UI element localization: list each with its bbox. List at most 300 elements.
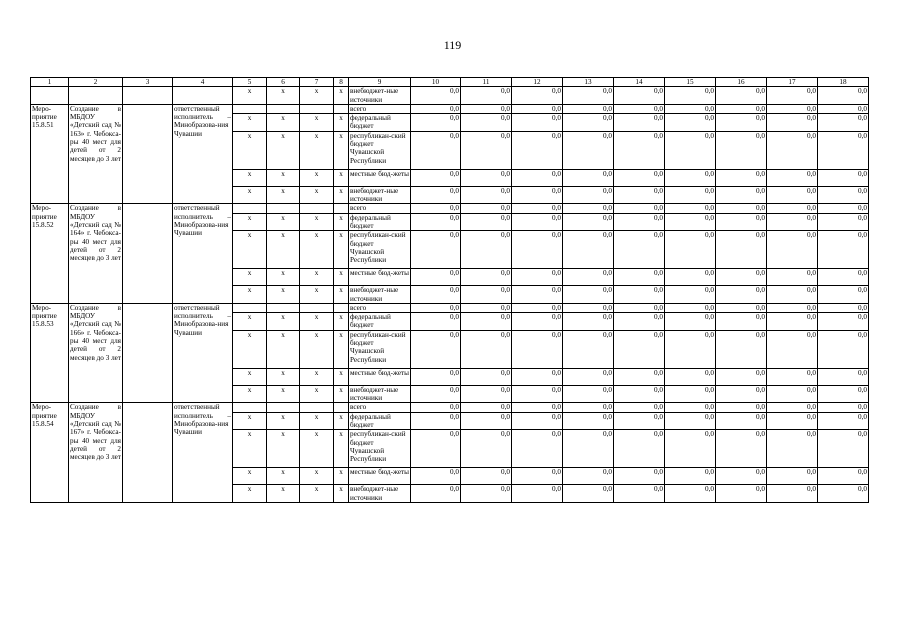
amount-cell: 0,0 [563,313,614,331]
amount-cell: 0,0 [461,186,512,204]
amount-cell: 0,0 [411,403,461,412]
marker-cell: х [267,114,300,132]
amount-cell: 0,0 [767,131,818,169]
amount-cell: 0,0 [563,186,614,204]
marker-cell: х [267,330,300,368]
marker-cell [267,204,300,213]
amount-cell: 0,0 [512,368,563,385]
funding-source: местные бюд-жеты [349,269,411,286]
header-cell-7: 7 [300,78,334,87]
amount-cell: 0,0 [512,131,563,169]
amount-cell: 0,0 [716,131,767,169]
amount-cell: 0,0 [461,303,512,312]
amount-cell: 0,0 [767,114,818,132]
empty-cell [123,87,173,105]
amount-cell: 0,0 [818,286,869,304]
executor: ответственный исполнитель – Минобразова-ния Чувашии [173,403,233,502]
marker-cell: х [233,430,267,468]
measure-id: Меро-приятие 15.8.54 [31,403,69,502]
amount-cell: 0,0 [614,330,665,368]
amount-cell: 0,0 [614,303,665,312]
marker-cell: х [334,131,349,169]
marker-cell: х [300,412,334,430]
amount-cell: 0,0 [512,87,563,105]
amount-cell: 0,0 [563,385,614,403]
marker-cell: х [300,313,334,331]
amount-cell: 0,0 [411,303,461,312]
amount-cell: 0,0 [563,430,614,468]
funding-source: всего [349,403,411,412]
funding-source: внебюджет-ные источники [349,286,411,304]
amount-cell: 0,0 [767,430,818,468]
amount-cell: 0,0 [563,169,614,186]
header-cell-14: 14 [614,78,665,87]
amount-cell: 0,0 [767,213,818,231]
amount-cell: 0,0 [461,286,512,304]
amount-cell: 0,0 [563,485,614,503]
header-cell-17: 17 [767,78,818,87]
amount-cell: 0,0 [411,468,461,485]
amount-cell: 0,0 [818,231,869,269]
header-cell-9: 9 [349,78,411,87]
amount-cell: 0,0 [665,286,716,304]
marker-cell: х [334,385,349,403]
amount-cell: 0,0 [665,87,716,105]
funding-source: федеральный бюджет [349,313,411,331]
amount-cell: 0,0 [767,330,818,368]
amount-cell: 0,0 [716,313,767,331]
amount-cell: 0,0 [563,303,614,312]
empty-cell [173,87,233,105]
amount-cell: 0,0 [716,286,767,304]
amount-cell: 0,0 [461,485,512,503]
marker-cell: х [267,269,300,286]
amount-cell: 0,0 [614,313,665,331]
funding-source: федеральный бюджет [349,412,411,430]
amount-cell: 0,0 [563,213,614,231]
amount-cell: 0,0 [818,368,869,385]
amount-cell: 0,0 [665,169,716,186]
marker-cell: х [233,269,267,286]
funding-source: внебюджет-ные источники [349,485,411,503]
measure-name: Создание в МБДОУ «Детский сад № 163» г. Чебокса-ры 40 мест для детей от 2 месяцев до 3 лет [69,104,123,203]
marker-cell: х [300,430,334,468]
amount-cell: 0,0 [716,330,767,368]
budget-table [30,77,869,503]
amount-cell: 0,0 [767,385,818,403]
amount-cell: 0,0 [614,403,665,412]
funding-source: местные бюд-жеты [349,169,411,186]
amount-cell: 0,0 [614,87,665,105]
amount-cell: 0,0 [767,485,818,503]
funding-source: республикан-ский бюджет Чувашской Республики [349,231,411,269]
amount-cell: 0,0 [767,468,818,485]
amount-cell: 0,0 [716,231,767,269]
amount-cell: 0,0 [716,368,767,385]
amount-cell: 0,0 [461,213,512,231]
amount-cell: 0,0 [411,368,461,385]
marker-cell: х [233,231,267,269]
amount-cell: 0,0 [563,131,614,169]
marker-cell: х [334,169,349,186]
amount-cell: 0,0 [461,231,512,269]
amount-cell: 0,0 [716,87,767,105]
amount-cell: 0,0 [411,286,461,304]
amount-cell: 0,0 [767,186,818,204]
amount-cell: 0,0 [665,231,716,269]
amount-cell: 0,0 [512,485,563,503]
header-cell-5: 5 [233,78,267,87]
amount-cell: 0,0 [665,204,716,213]
amount-cell: 0,0 [716,485,767,503]
amount-cell: 0,0 [818,269,869,286]
empty-cell [69,87,123,105]
amount-cell: 0,0 [512,303,563,312]
amount-cell: 0,0 [818,313,869,331]
executor: ответственный исполнитель – Минобразова-ния Чувашии [173,204,233,303]
amount-cell: 0,0 [818,468,869,485]
amount-cell: 0,0 [461,313,512,331]
amount-cell: 0,0 [411,412,461,430]
funding-source: внебюджет-ные источники [349,186,411,204]
amount-cell: 0,0 [411,213,461,231]
amount-cell: 0,0 [461,114,512,132]
marker-cell: х [233,213,267,231]
marker-cell: х [267,385,300,403]
funding-source: всего [349,104,411,113]
amount-cell: 0,0 [818,87,869,105]
amount-cell: 0,0 [767,303,818,312]
amount-cell: 0,0 [512,204,563,213]
header-cell-12: 12 [512,78,563,87]
marker-cell: х [267,468,300,485]
marker-cell [300,403,334,412]
marker-cell: х [300,213,334,231]
marker-cell: х [267,213,300,231]
marker-cell: х [233,485,267,503]
amount-cell: 0,0 [461,468,512,485]
amount-cell: 0,0 [512,330,563,368]
marker-cell: х [300,385,334,403]
funding-source: местные бюд-жеты [349,368,411,385]
marker-cell [233,204,267,213]
header-cell-1: 1 [31,78,69,87]
amount-cell: 0,0 [614,468,665,485]
marker-cell: х [233,186,267,204]
marker-cell [334,204,349,213]
header-cell-4: 4 [173,78,233,87]
amount-cell: 0,0 [563,412,614,430]
amount-cell: 0,0 [818,131,869,169]
marker-cell: х [233,368,267,385]
amount-cell: 0,0 [512,269,563,286]
funding-source: республикан-ский бюджет Чувашской Республики [349,131,411,169]
empty-cell [123,104,173,203]
amount-cell: 0,0 [411,385,461,403]
amount-cell: 0,0 [716,204,767,213]
amount-cell: 0,0 [461,330,512,368]
marker-cell [300,204,334,213]
amount-cell: 0,0 [716,104,767,113]
funding-source: внебюджет-ные источники [349,87,411,105]
marker-cell: х [300,286,334,304]
table-row [31,303,869,312]
measure-name: Создание в МБДОУ «Детский сад № 166» г. Чебокса-ры 40 мест для детей от 2 месяцев до 3 лет [69,303,123,402]
marker-cell: х [267,485,300,503]
header-cell-16: 16 [716,78,767,87]
amount-cell: 0,0 [767,87,818,105]
marker-cell: х [300,468,334,485]
amount-cell: 0,0 [461,368,512,385]
table-row [31,87,869,105]
amount-cell: 0,0 [716,114,767,132]
amount-cell: 0,0 [512,104,563,113]
amount-cell: 0,0 [411,169,461,186]
amount-cell: 0,0 [665,485,716,503]
marker-cell [267,104,300,113]
amount-cell: 0,0 [665,213,716,231]
measure-id: Меро-приятие 15.8.51 [31,104,69,203]
amount-cell: 0,0 [716,412,767,430]
marker-cell [267,303,300,312]
table-row [31,204,869,213]
marker-cell: х [334,485,349,503]
marker-cell [267,403,300,412]
marker-cell [233,303,267,312]
marker-cell [300,303,334,312]
amount-cell: 0,0 [665,104,716,113]
amount-cell: 0,0 [665,330,716,368]
amount-cell: 0,0 [563,231,614,269]
amount-cell: 0,0 [818,169,869,186]
amount-cell: 0,0 [411,104,461,113]
amount-cell: 0,0 [411,204,461,213]
header-cell-3: 3 [123,78,173,87]
amount-cell: 0,0 [461,412,512,430]
amount-cell: 0,0 [512,286,563,304]
marker-cell: х [233,313,267,331]
amount-cell: 0,0 [411,131,461,169]
amount-cell: 0,0 [767,403,818,412]
amount-cell: 0,0 [614,104,665,113]
marker-cell: х [334,114,349,132]
marker-cell: х [233,114,267,132]
funding-source: всего [349,204,411,213]
amount-cell: 0,0 [767,286,818,304]
amount-cell: 0,0 [411,313,461,331]
marker-cell: х [334,269,349,286]
amount-cell: 0,0 [716,169,767,186]
amount-cell: 0,0 [614,269,665,286]
marker-cell: х [233,385,267,403]
marker-cell [300,104,334,113]
marker-cell: х [334,286,349,304]
measure-id: Меро-приятие 15.8.53 [31,303,69,402]
amount-cell: 0,0 [411,87,461,105]
amount-cell: 0,0 [665,403,716,412]
amount-cell: 0,0 [614,204,665,213]
marker-cell: х [233,412,267,430]
amount-cell: 0,0 [461,430,512,468]
amount-cell: 0,0 [411,269,461,286]
amount-cell: 0,0 [563,468,614,485]
marker-cell: х [334,231,349,269]
marker-cell: х [233,169,267,186]
amount-cell: 0,0 [411,231,461,269]
header-cell-10: 10 [411,78,461,87]
amount-cell: 0,0 [563,204,614,213]
measure-name: Создание в МБДОУ «Детский сад № 164» г. Чебокса-ры 40 мест для детей от 2 месяцев до 3 лет [69,204,123,303]
amount-cell: 0,0 [512,114,563,132]
marker-cell: х [233,330,267,368]
amount-cell: 0,0 [512,385,563,403]
measure-name: Создание в МБДОУ «Детский сад № 167» г. Чебокса-ры 40 мест для детей от 2 месяцев до 3 лет [69,403,123,502]
amount-cell: 0,0 [614,368,665,385]
amount-cell: 0,0 [767,368,818,385]
amount-cell: 0,0 [512,403,563,412]
amount-cell: 0,0 [767,231,818,269]
amount-cell: 0,0 [665,114,716,132]
amount-cell: 0,0 [665,412,716,430]
amount-cell: 0,0 [614,169,665,186]
amount-cell: 0,0 [411,186,461,204]
marker-cell: х [300,330,334,368]
header-row [31,78,869,87]
amount-cell: 0,0 [563,114,614,132]
marker-cell: х [267,286,300,304]
marker-cell [334,104,349,113]
amount-cell: 0,0 [665,430,716,468]
marker-cell: х [300,87,334,105]
amount-cell: 0,0 [767,169,818,186]
amount-cell: 0,0 [461,131,512,169]
header-cell-11: 11 [461,78,512,87]
amount-cell: 0,0 [614,485,665,503]
marker-cell [334,303,349,312]
amount-cell: 0,0 [767,104,818,113]
amount-cell: 0,0 [411,430,461,468]
marker-cell: х [267,231,300,269]
amount-cell: 0,0 [665,468,716,485]
marker-cell: х [300,368,334,385]
amount-cell: 0,0 [818,403,869,412]
marker-cell: х [300,485,334,503]
header-cell-18: 18 [818,78,869,87]
amount-cell: 0,0 [818,412,869,430]
funding-source: всего [349,303,411,312]
amount-cell: 0,0 [665,131,716,169]
executor: ответственный исполнитель – Минобразова-ния Чувашии [173,303,233,402]
amount-cell: 0,0 [818,114,869,132]
marker-cell: х [300,269,334,286]
header-cell-2: 2 [69,78,123,87]
amount-cell: 0,0 [563,368,614,385]
header-cell-8: 8 [334,78,349,87]
amount-cell: 0,0 [767,204,818,213]
amount-cell: 0,0 [563,87,614,105]
marker-cell: х [267,313,300,331]
amount-cell: 0,0 [614,286,665,304]
amount-cell: 0,0 [614,412,665,430]
amount-cell: 0,0 [818,303,869,312]
amount-cell: 0,0 [818,330,869,368]
amount-cell: 0,0 [818,213,869,231]
funding-source: внебюджет-ные источники [349,385,411,403]
marker-cell: х [300,169,334,186]
marker-cell: х [300,186,334,204]
marker-cell: х [334,368,349,385]
amount-cell: 0,0 [614,131,665,169]
amount-cell: 0,0 [461,269,512,286]
amount-cell: 0,0 [512,430,563,468]
marker-cell: х [267,169,300,186]
amount-cell: 0,0 [512,213,563,231]
amount-cell: 0,0 [614,114,665,132]
marker-cell: х [267,368,300,385]
amount-cell: 0,0 [716,213,767,231]
table-row [31,104,869,113]
marker-cell: х [233,286,267,304]
marker-cell: х [334,330,349,368]
amount-cell: 0,0 [818,485,869,503]
amount-cell: 0,0 [411,114,461,132]
marker-cell: х [334,468,349,485]
marker-cell: х [334,213,349,231]
funding-source: республикан-ский бюджет Чувашской Республики [349,330,411,368]
amount-cell: 0,0 [461,169,512,186]
amount-cell: 0,0 [614,430,665,468]
amount-cell: 0,0 [716,186,767,204]
amount-cell: 0,0 [461,104,512,113]
amount-cell: 0,0 [818,204,869,213]
amount-cell: 0,0 [411,330,461,368]
amount-cell: 0,0 [716,403,767,412]
measure-id: Меро-приятие 15.8.52 [31,204,69,303]
amount-cell: 0,0 [512,186,563,204]
amount-cell: 0,0 [512,231,563,269]
amount-cell: 0,0 [665,303,716,312]
marker-cell: х [233,131,267,169]
amount-cell: 0,0 [614,186,665,204]
header-cell-13: 13 [563,78,614,87]
amount-cell: 0,0 [665,269,716,286]
amount-cell: 0,0 [716,269,767,286]
amount-cell: 0,0 [563,104,614,113]
marker-cell: х [267,412,300,430]
amount-cell: 0,0 [767,412,818,430]
executor: ответственный исполнитель – Минобразова-ния Чувашии [173,104,233,203]
marker-cell: х [334,313,349,331]
page-number: 119 [443,38,462,52]
funding-source: местные бюд-жеты [349,468,411,485]
amount-cell: 0,0 [716,303,767,312]
empty-cell [123,403,173,502]
amount-cell: 0,0 [563,330,614,368]
header-cell-6: 6 [267,78,300,87]
amount-cell: 0,0 [818,186,869,204]
amount-cell: 0,0 [512,412,563,430]
empty-cell [31,87,69,105]
amount-cell: 0,0 [563,403,614,412]
amount-cell: 0,0 [716,430,767,468]
table-row [31,403,869,412]
empty-cell [123,204,173,303]
funding-source: федеральный бюджет [349,213,411,231]
amount-cell: 0,0 [767,269,818,286]
amount-cell: 0,0 [665,313,716,331]
marker-cell: х [267,87,300,105]
amount-cell: 0,0 [716,385,767,403]
